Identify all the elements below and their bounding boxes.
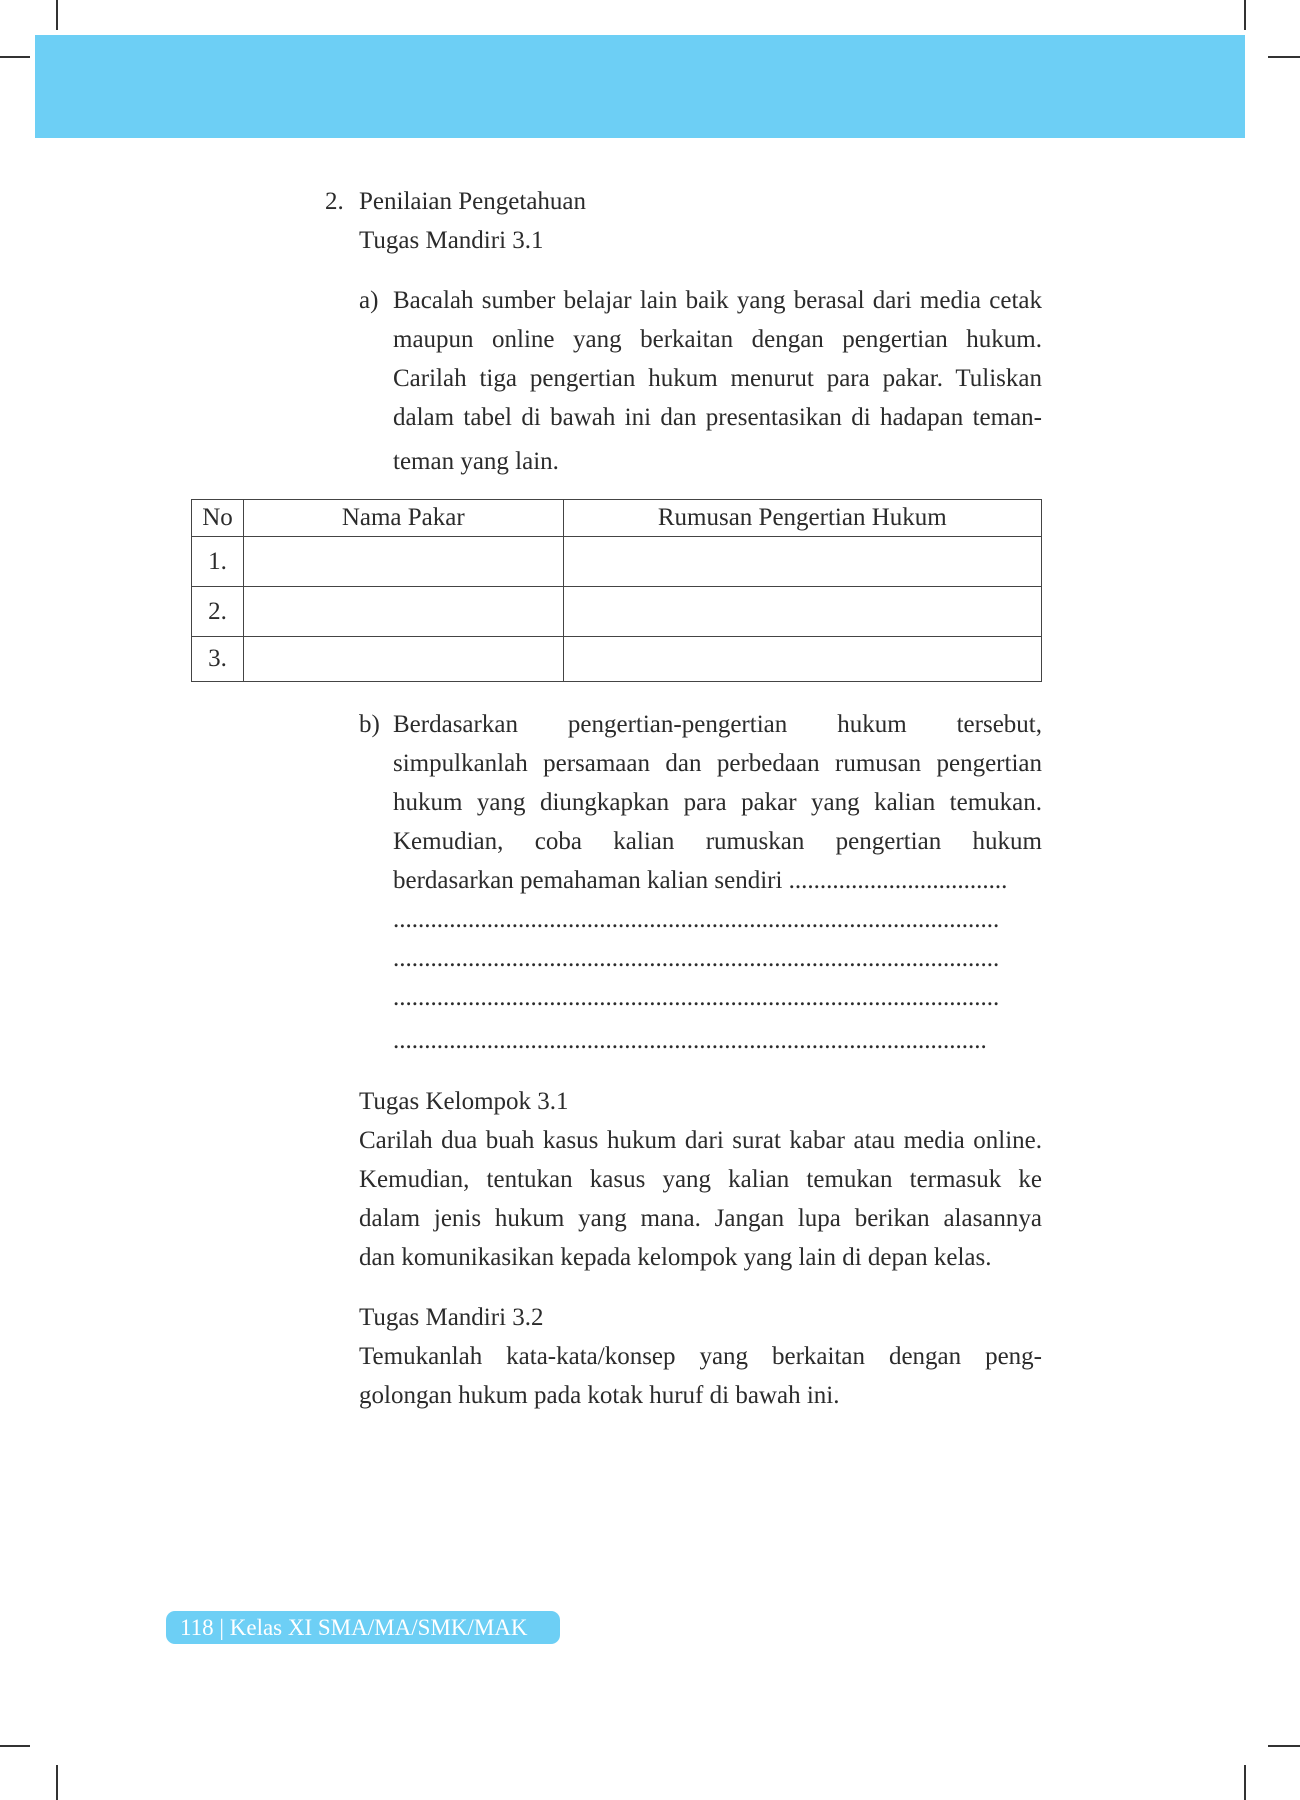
table-header-no: No: [192, 500, 244, 537]
kelompok-title: Tugas Kelompok 3.1: [359, 1088, 569, 1115]
table-cell-rumusan[interactable]: [563, 537, 1041, 587]
kelompok-line: dalam jenis hukum yang mana. Jangan lupa berikan alasannya: [359, 1205, 1042, 1232]
item-b-line: berdasarkan pemahaman kalian sendiri ...................................: [393, 867, 1008, 894]
kelompok-line: Carilah dua buah kasus hukum dari surat kabar atau media online.: [359, 1127, 1042, 1154]
item-b-line: Kemudian, coba kalian rumuskan pengertian hukum: [393, 828, 1042, 855]
crop-mark: [1244, 1765, 1246, 1800]
crop-mark: [56, 1765, 58, 1800]
item-a-line: maupun online yang berkaitan dengan pengertian hukum.: [393, 326, 1042, 353]
table-row: [192, 637, 1042, 682]
item-b-line: Berdasarkan pengertian-pengertian hukum tersebut,: [393, 711, 1042, 738]
page-footer: 118 | Kelas XI SMA/MA/SMK/MAK: [166, 1611, 560, 1644]
item-a-line: dalam tabel di bawah ini dan presentasikan di hadapan teman-: [393, 404, 1042, 431]
kelompok-line: dan komunikasikan kepada kelompok yang lain di depan kelas.: [359, 1244, 992, 1271]
item-b-marker: b): [359, 711, 380, 738]
item-b-line: simpulkanlah persamaan dan perbedaan rumusan pengertian: [393, 750, 1042, 777]
header-banner: [35, 35, 1245, 138]
table-header-nama-pakar: Nama Pakar: [243, 500, 563, 537]
mandiri2-title: Tugas Mandiri 3.2: [359, 1304, 544, 1331]
crop-mark: [1268, 56, 1300, 58]
table-row: [192, 537, 1042, 587]
mandiri2-line: Temukanlah kata-kata/konsep yang berkaitan dengan peng-: [359, 1343, 1042, 1370]
table-cell-pakar[interactable]: [243, 637, 563, 682]
pakar-table: [191, 499, 1042, 682]
crop-mark: [1244, 0, 1246, 30]
table-header-row: [192, 500, 1042, 537]
crop-mark: [0, 1745, 30, 1747]
section-title: Penilaian Pengetahuan: [359, 188, 587, 215]
section-subtitle: Tugas Mandiri 3.1: [359, 227, 544, 254]
item-a-marker: a): [359, 287, 379, 314]
kelompok-line: Kemudian, tentukan kasus yang kalian temukan termasuk ke: [359, 1166, 1042, 1193]
mandiri2-line: golongan hukum pada kotak huruf di bawah ini.: [359, 1382, 840, 1409]
table-cell-pakar[interactable]: [243, 587, 563, 637]
answer-dotted-line[interactable]: .................................................................................................: [393, 945, 1000, 972]
table-cell-no: 1.: [192, 537, 244, 587]
answer-dotted-line[interactable]: .................................................................................................: [393, 984, 1000, 1011]
crop-mark: [0, 56, 30, 58]
table-cell-no: 2.: [192, 587, 244, 637]
table-cell-pakar[interactable]: [243, 537, 563, 587]
item-a-line: teman yang lain.: [393, 448, 559, 475]
table-cell-rumusan[interactable]: [563, 587, 1041, 637]
answer-dotted-line[interactable]: .................................................................................................: [393, 906, 1000, 933]
answer-dotted-line[interactable]: ...............................................................................................: [393, 1027, 987, 1054]
item-b-line: hukum yang diungkapkan para pakar yang kalian temukan.: [393, 789, 1042, 816]
item-a-line: Bacalah sumber belajar lain baik yang berasal dari media cetak: [393, 287, 1042, 314]
crop-mark: [56, 0, 58, 30]
crop-mark: [1268, 1745, 1300, 1747]
section-number: 2.: [325, 188, 344, 215]
table-cell-rumusan[interactable]: [563, 637, 1041, 682]
table-cell-no: 3.: [192, 637, 244, 682]
item-a-line: Carilah tiga pengertian hukum menurut para pakar. Tuliskan: [393, 365, 1042, 392]
table-header-rumusan: Rumusan Pengertian Hukum: [563, 500, 1041, 537]
table-row: [192, 587, 1042, 637]
